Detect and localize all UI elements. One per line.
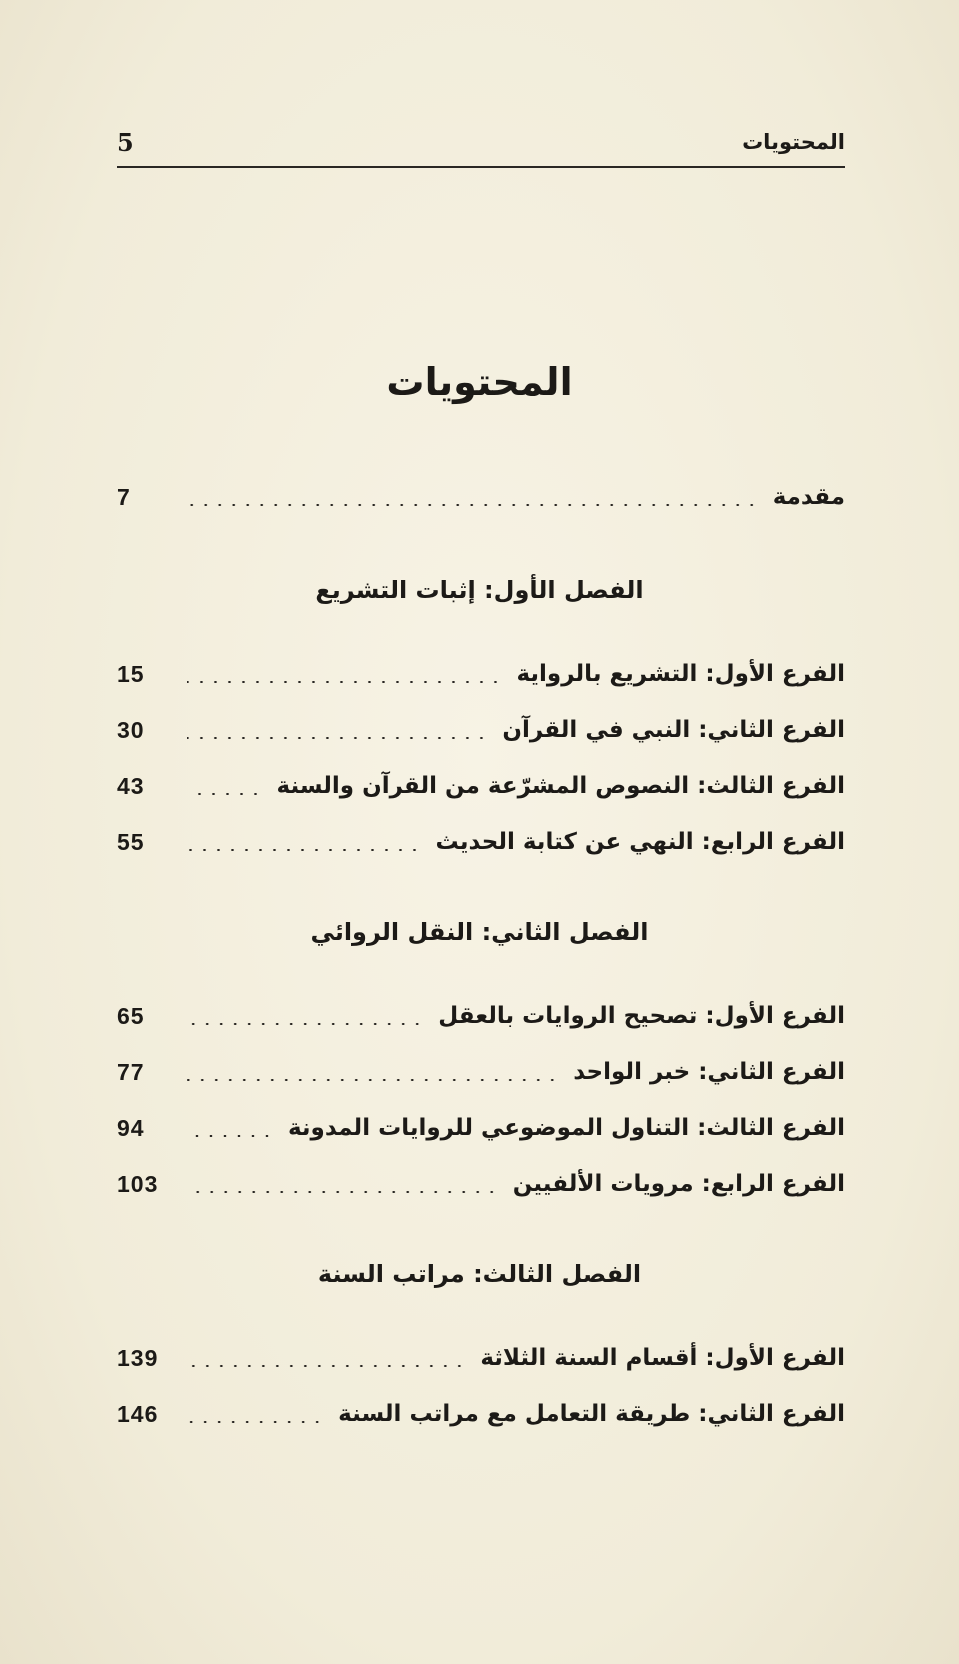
toc-entry-page: 139 [117, 1344, 159, 1371]
toc-entry-page: 55 [117, 828, 145, 855]
chapter-heading[interactable]: الفصل الأول: إثبات التشريع [315, 576, 644, 604]
running-head [117, 128, 845, 168]
toc-entry-label: الفرع الرابع: النهي عن كتابة الحديث [435, 829, 845, 855]
toc-entry[interactable] [117, 766, 845, 806]
leader-dots [187, 1421, 324, 1423]
toc-entry-label: الفرع الثالث: التناول الموضوعي للروايات المدونة [287, 1115, 845, 1141]
toc-entry[interactable] [117, 1164, 845, 1204]
leader-dots [187, 1135, 274, 1137]
leader-dots [187, 1023, 424, 1025]
toc-entry-label: الفرع الثاني: النبي في القرآن [502, 717, 845, 743]
toc-entry-page: 146 [117, 1400, 159, 1427]
page-number: 5 [117, 128, 134, 157]
leader-dots [187, 1191, 499, 1193]
chapter-heading[interactable]: الفصل الثالث: مراتب السنة [317, 1260, 642, 1288]
toc-entry-page: 7 [117, 483, 131, 510]
toc-entry[interactable] [117, 822, 845, 862]
toc-entry-label: مقدمة [772, 484, 845, 510]
toc-entry[interactable] [117, 1338, 845, 1378]
toc-entry-page: 103 [117, 1170, 159, 1197]
toc-entry-label: الفرع الأول: تصحيح الروايات بالعقل [438, 1003, 845, 1029]
toc-entry[interactable] [117, 1108, 845, 1148]
toc-entry-label: الفرع الثاني: خبر الواحد [573, 1059, 845, 1085]
leader-dots [187, 793, 263, 795]
leader-dots [187, 737, 488, 739]
page-title: المحتويات [386, 360, 573, 404]
leader-dots [187, 849, 421, 851]
toc-entry-page: 15 [117, 660, 145, 687]
toc-entry-label: الفرع الرابع: مرويات الألفيين [512, 1171, 845, 1197]
leader-dots [187, 1079, 559, 1081]
leader-dots [187, 1365, 466, 1367]
leader-dots [187, 504, 759, 506]
toc-entry-label: الفرع الأول: التشريع بالرواية [516, 661, 845, 687]
chapter-heading[interactable]: الفصل الثاني: النقل الروائي [310, 918, 649, 946]
toc-entry-intro[interactable] [117, 477, 845, 517]
toc-entry-label: الفرع الأول: أقسام السنة الثلاثة [480, 1345, 845, 1371]
toc-entry[interactable] [117, 1394, 845, 1434]
toc-entry[interactable] [117, 654, 845, 694]
toc-entry-page: 65 [117, 1002, 145, 1029]
toc-entry-label: الفرع الثاني: طريقة التعامل مع مراتب السنة [338, 1401, 845, 1427]
leader-dots [187, 681, 502, 683]
toc-entry[interactable] [117, 710, 845, 750]
toc-entry[interactable] [117, 996, 845, 1036]
toc-entry-page: 94 [117, 1114, 145, 1141]
toc-entry[interactable] [117, 1052, 845, 1092]
toc-entry-label: الفرع الثالث: النصوص المشرّعة من القرآن والسنة [276, 773, 845, 799]
toc-entry-page: 43 [117, 772, 145, 799]
running-head-title: المحتويات [742, 130, 845, 154]
toc-entry-page: 77 [117, 1058, 145, 1085]
toc-entry-page: 30 [117, 716, 145, 743]
